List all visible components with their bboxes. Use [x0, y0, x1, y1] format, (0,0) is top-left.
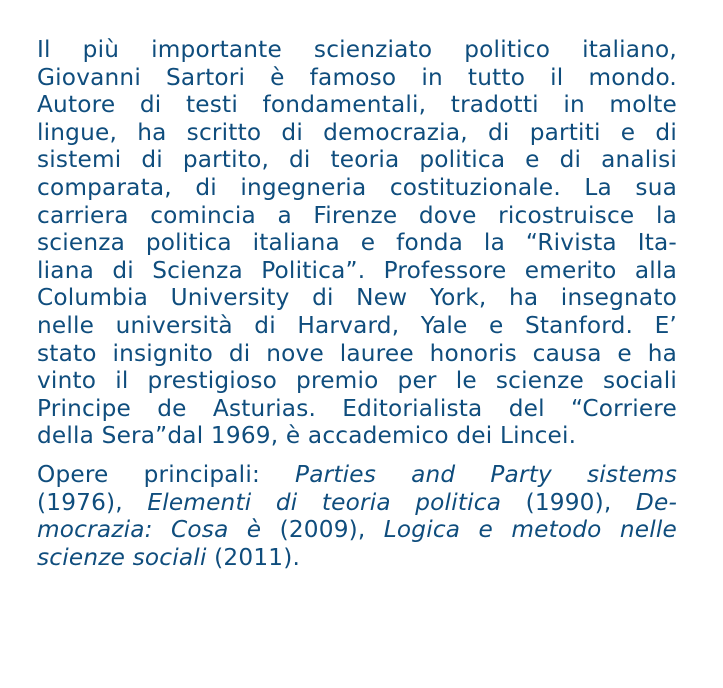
work-title-elementi: Elementi di teoria politica: [147, 488, 502, 516]
biography-line-13: vinto il prestigioso premio per le scienze sociali: [37, 367, 677, 395]
biography-text: [37, 36, 677, 571]
biography-line-8: scienza politica italiana e fonda la “Rivista Ita-: [37, 229, 677, 257]
work-year-1976: (1976),: [37, 488, 148, 516]
work-title-logica: Logica e metodo nelle: [383, 516, 677, 544]
work-year-2009: (2009),: [261, 516, 384, 544]
biography-line-1: Il più importante scienziato politico italiano,: [37, 36, 677, 63]
biography-line-5: sistemi di partito, di teoria politica e di analisi: [37, 146, 677, 174]
paragraph-spacing: [37, 450, 677, 461]
work-title-parties: Parties and Party sistems: [295, 460, 677, 488]
biography-line-15: della Sera”dal 1969, è accademico dei Lincei.: [37, 422, 577, 450]
work-year-1990: (1990),: [501, 488, 636, 516]
biography-line-3: Autore di testi fondamentali, tradotti in molte: [37, 91, 677, 119]
biography-line-14: Principe de Asturias. Editorialista del “Corriere: [37, 394, 677, 422]
work-year-2011: (2011).: [206, 543, 301, 571]
works-line-1: [37, 461, 677, 489]
biography-line-4: lingue, ha scritto di democrazia, di partiti e di: [37, 118, 677, 146]
works-line-4: [37, 544, 677, 572]
work-title-scienze-sociali: scienze sociali: [37, 543, 207, 571]
biography-line-11: nelle università di Harvard, Yale e Stanford. E’: [37, 311, 677, 339]
biography-line-10: Columbia University di New York, ha insegnato: [37, 284, 677, 312]
works-label: Opere principali:: [37, 460, 296, 488]
work-title-democrazia-end: mocrazia: Cosa è: [37, 516, 262, 544]
work-title-democrazia-start: De-: [635, 488, 678, 516]
biography-line-9: liana di Scienza Politica”. Professore emerito alla: [37, 256, 677, 284]
biography-line-6: comparata, di ingegneria costituzionale. La sua: [37, 173, 677, 201]
biography-line-12: stato insignito di nove lauree honoris causa e ha: [37, 339, 677, 367]
works-line-2: [37, 489, 677, 517]
biography-line-7: carriera comincia a Firenze dove ricostruisce la: [37, 201, 677, 229]
biography-line-2: Giovanni Sartori è famoso in tutto il mondo.: [37, 63, 677, 91]
works-line-3: [37, 516, 677, 544]
